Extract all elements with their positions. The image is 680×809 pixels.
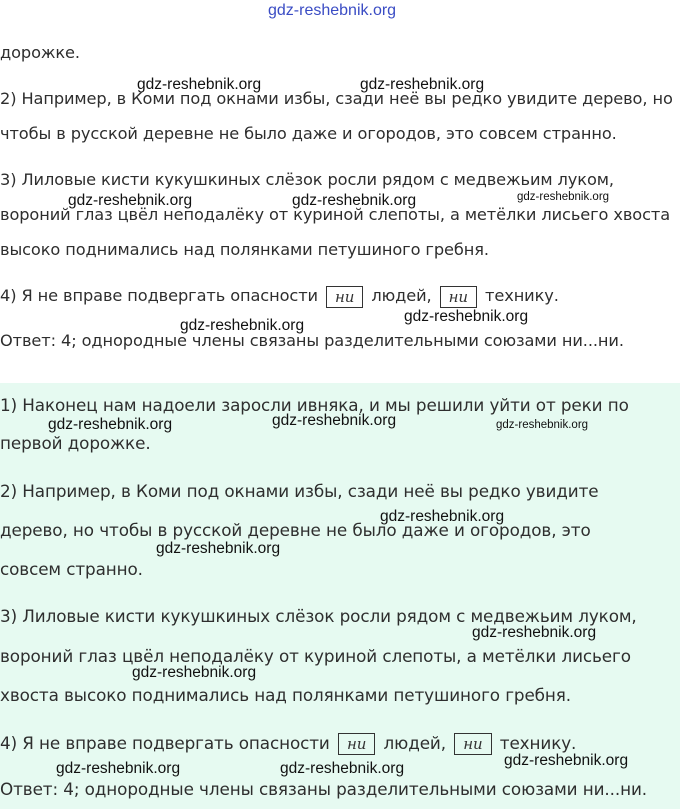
answer-box: ни bbox=[454, 733, 491, 755]
watermark: gdz-reshebnik.org bbox=[48, 416, 173, 433]
text-line: чтобы в русской деревне не было даже и огородов, это совсем странно. bbox=[0, 124, 617, 143]
text-line bbox=[0, 285, 559, 308]
sentence-part: людей, bbox=[383, 733, 446, 753]
watermark: gdz-reshebnik.org bbox=[272, 412, 397, 429]
watermark: gdz-reshebnik.org bbox=[380, 508, 505, 525]
watermark: gdz-reshebnik.org bbox=[68, 192, 193, 209]
sentence-part: технику. bbox=[499, 733, 577, 753]
watermark: gdz-reshebnik.org bbox=[472, 624, 597, 641]
text-line: высоко поднимались над полянками петушиного гребня. bbox=[0, 240, 489, 259]
watermark: gdz-reshebnik.org bbox=[496, 419, 589, 431]
watermark: gdz-reshebnik.org bbox=[156, 540, 281, 557]
watermark: gdz-reshebnik.org bbox=[56, 760, 181, 777]
watermark: gdz-reshebnik.org bbox=[180, 317, 305, 334]
answer-box: ни bbox=[326, 286, 363, 308]
site-watermark: gdz-reshebnik.org bbox=[268, 2, 397, 19]
answer-box: ни bbox=[338, 733, 375, 755]
text-line: дерево, но чтобы в русской деревне не было даже и огородов, это bbox=[0, 520, 591, 540]
text-line: вороний глаз цвёл неподалёку от куриной слепоты, а метёлки лисьего bbox=[0, 646, 631, 666]
text-line: первой дорожке. bbox=[0, 433, 151, 453]
watermark: gdz-reshebnik.org bbox=[280, 760, 405, 777]
sentence-part: 4) Я не вправе подвергать опасности bbox=[0, 733, 330, 753]
text-line bbox=[0, 732, 576, 755]
watermark: gdz-reshebnik.org bbox=[404, 308, 529, 325]
watermark: gdz-reshebnik.org bbox=[360, 76, 485, 93]
text-line: 3) Лиловые кисти кукушкиных слёзок росли рядом с медвежьим луком, bbox=[0, 606, 637, 626]
text-line: 2) Например, в Коми под окнами избы, сзади неё вы редко увидите дерево, но bbox=[0, 89, 673, 108]
watermark: gdz-reshebnik.org bbox=[132, 664, 257, 681]
answer-line: Ответ: 4; однородные члены связаны разделительными союзами ни...ни. bbox=[0, 779, 648, 799]
answer-line: Ответ: 4; однородные члены связаны разделительными союзами ни...ни. bbox=[0, 331, 624, 350]
text-line: 1) Наконец нам надоели заросли ивняка, и мы решили уйти от реки по bbox=[0, 395, 629, 415]
watermark: gdz-reshebnik.org bbox=[292, 192, 417, 209]
answer-box: ни bbox=[440, 286, 477, 308]
text-line: совсем странно. bbox=[0, 559, 143, 579]
sentence-part: технику. bbox=[485, 286, 559, 305]
text-line: вороний глаз цвёл неподалёку от куриной слепоты, а метёлки лисьего хвоста bbox=[0, 205, 671, 224]
sentence-part: людей, bbox=[371, 286, 432, 305]
lower-solution-block bbox=[0, 383, 680, 809]
watermark: gdz-reshebnik.org bbox=[517, 191, 610, 203]
watermark: gdz-reshebnik.org bbox=[504, 752, 629, 769]
text-line: 2) Например, в Коми под окнами избы, сзади неё вы редко увидите bbox=[0, 481, 599, 501]
text-line: хвоста высоко поднимались над полянками петушиного гребня. bbox=[0, 685, 572, 705]
watermark: gdz-reshebnik.org bbox=[137, 76, 262, 93]
text-line: 3) Лиловые кисти кукушкиных слёзок росли рядом с медвежьим луком, bbox=[0, 170, 614, 189]
text-line: дорожке. bbox=[0, 43, 80, 62]
sentence-part: 4) Я не вправе подвергать опасности bbox=[0, 286, 318, 305]
